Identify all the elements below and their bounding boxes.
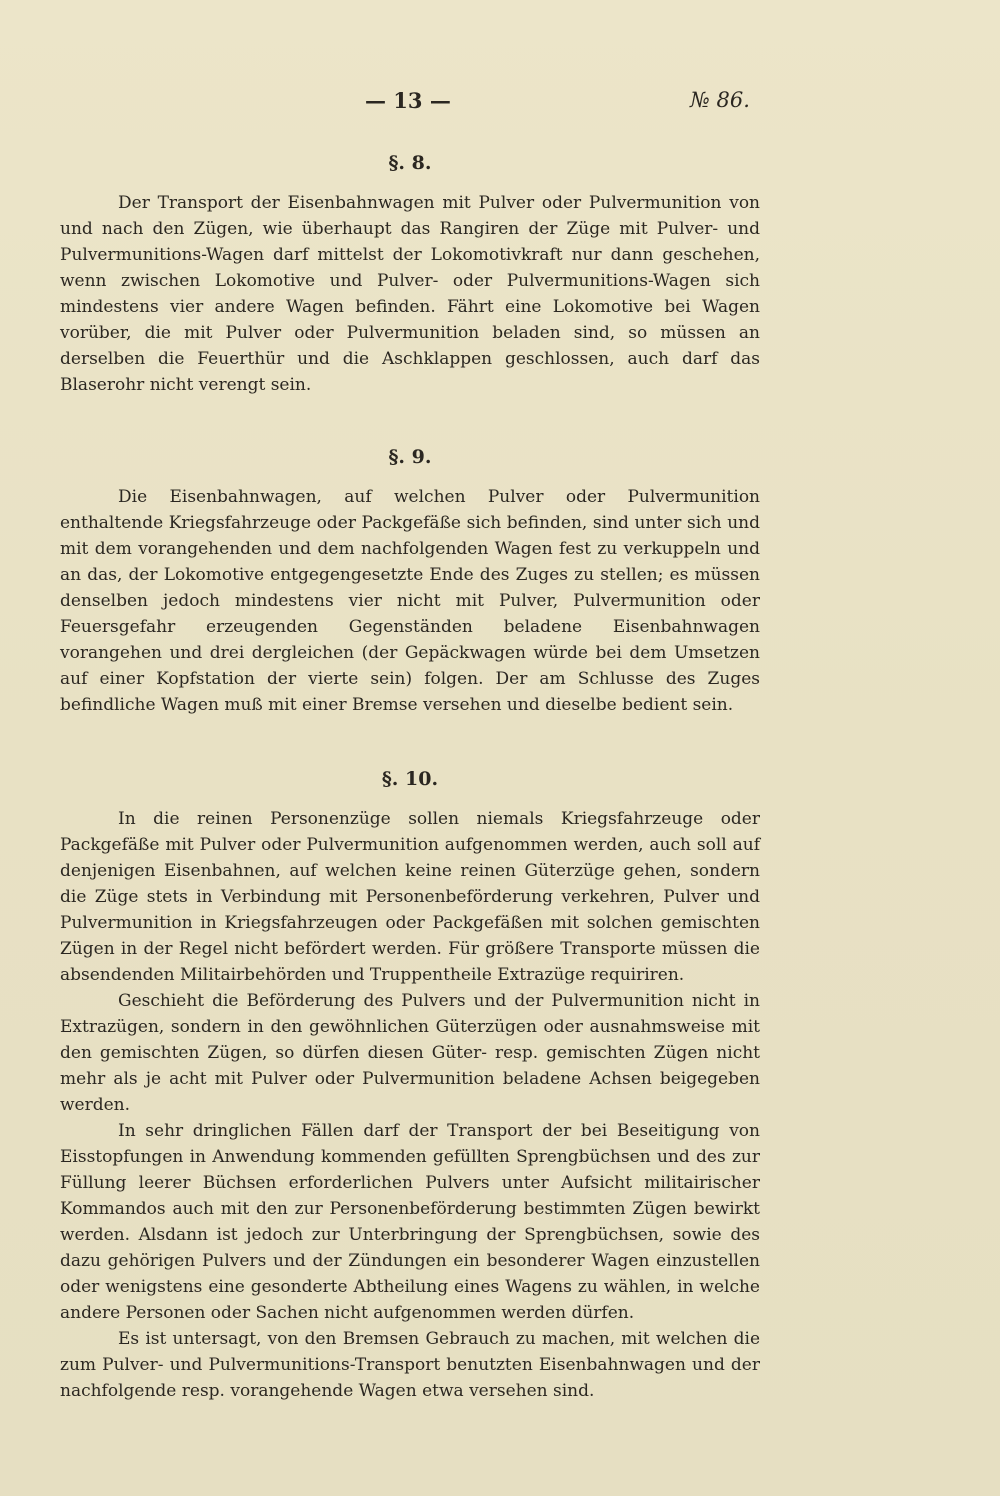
section-8 [60,150,760,398]
section-heading: §. 8. [388,152,432,174]
paragraph: In die reinen Personenzüge sollen niemals Kriegsfahrzeuge oder Packgefäße mit Pulver oder Pulvermunition aufgenommen werden, auch soll auf denjenigen Eisenbahnen, auf welchen keine reinen Güterzüge gehen, sondern die Züge stets in Verbindung mit Personenbeförderung verkehren, Pulver und Pulvermunition in Kriegsfahrzeugen oder Packgefäßen mit solchen gemischten Zügen in der Regel nicht befördert werden. Für größere Transporte müssen die absendenden Militairbehörden und Truppentheile Extrazüge requiriren. [60,809,760,985]
section-10 [60,766,760,1404]
section-9 [60,444,760,718]
page-header [0,88,1000,124]
paragraph: Geschieht die Beförderung des Pulvers und der Pulvermunition nicht in Extrazügen, sondern in den gewöhnlichen Güterzügen oder ausnahmsweise mit den gemischten Zügen, so dürfen diesen Güter- resp. gemischten Zügen nicht mehr als je acht mit Pulver oder Pulvermunition beladene Achsen beigegeben werden. [60,991,760,1115]
document-body [60,150,760,1404]
document-number: № 86. [690,88,750,112]
paragraph: Der Transport der Eisenbahnwagen mit Pulver oder Pulvermunition von und nach den Zügen, wie überhaupt das Rangiren der Züge mit Pulver- und Pulvermunitions-Wagen darf mittelst der Lokomotivkraft nur dann geschehen, wenn zwischen Lokomotive und Pulver- oder Pulvermunitions-Wagen sich mindestens vier andere Wagen befinden. Fährt eine Lokomotive bei Wagen vorüber, die mit Pulver oder Pulvermunition beladen sind, so müssen an derselben die Feuerthür und die Aschklappen geschlossen, auch darf das Blaserohr nicht verengt sein. [60,193,760,395]
section-heading: §. 9. [388,446,432,468]
paragraph: Die Eisenbahnwagen, auf welchen Pulver oder Pulvermunition enthaltende Kriegsfahrzeuge oder Packgefäße sich befinden, sind unter sich und mit dem vorangehenden und dem nachfolgenden Wagen fest zu verkuppeln und an das, der Lokomotive entgegengesetzte Ende des Zuges zu stellen; es müssen denselben jedoch mindestens vier nicht mit Pulver, Pulvermunition oder Feuersgefahr erzeugenden Gegenständen beladene Eisenbahnwagen vorangehen und drei dergleichen (der Gepäckwagen würde bei dem Umsetzen auf einer Kopfstation der vierte sein) folgen. Der am Schlusse des Zuges befindliche Wagen muß mit einer Bremse versehen und dieselbe bedient sein. [60,487,760,715]
paragraph: Es ist untersagt, von den Bremsen Gebrauch zu machen, mit welchen die zum Pulver- und Pulvermunitions-Transport benutzten Eisenbahnwagen und der nachfolgende resp. vorangehende Wagen etwa versehen sind. [60,1329,760,1401]
paragraph: In sehr dringlichen Fällen darf der Transport der bei Beseitigung von Eisstopfungen in Anwendung kommenden gefüllten Sprengbüchsen und des zur Füllung leerer Büchsen erforderlichen Pulvers unter Aufsicht militairischer Kommandos auch mit den zur Personenbeförderung bestimmten Zügen bewirkt werden. Alsdann ist jedoch zur Unterbringung der Sprengbüchsen, sowie des dazu gehörigen Pulvers und der Zündungen ein besonderer Wagen einzustellen oder wenigstens eine gesonderte Abtheilung eines Wagens zu wählen, in welche andere Personen oder Sachen nicht aufgenommen werden dürfen. [60,1121,760,1323]
page-number: — 13 — [365,88,451,113]
section-heading: §. 10. [381,768,439,790]
